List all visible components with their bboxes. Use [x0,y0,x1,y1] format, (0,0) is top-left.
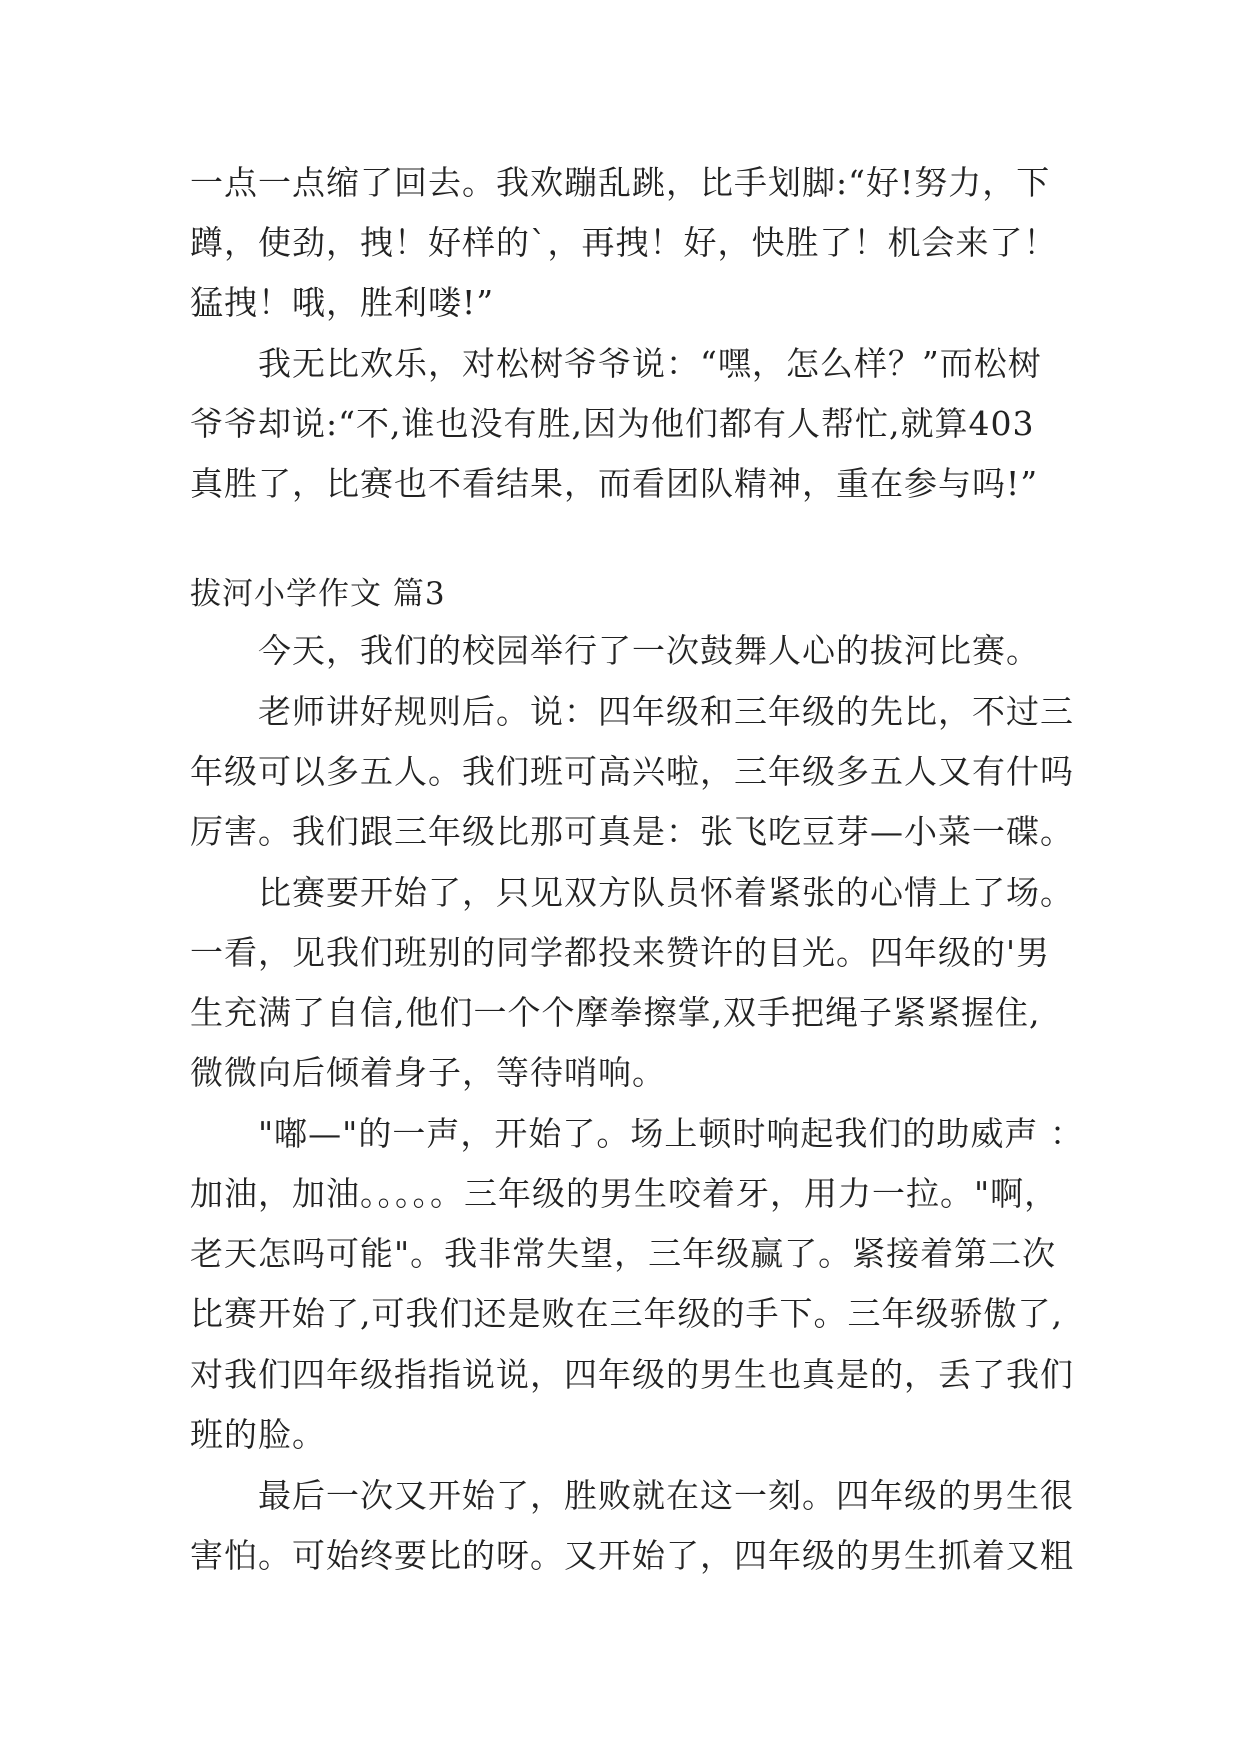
paragraph-line: "嘟—"的一声，开始了。场上顿时响起我们的助威声 ： [190,1114,1084,1153]
paragraph-line: 班的脸。 [190,1415,326,1454]
paragraph-line: 对我们四年级指指说说，四年级的男生也真是的，丢了我们 [190,1355,1074,1394]
paragraph-line: 害怕。可始终要比的呀。又开始了，四年级的男生抓着又粗 [190,1536,1074,1575]
paragraph-line: 最后一次又开始了，胜败就在这一刻。四年级的男生很 [190,1476,1074,1515]
paragraph-line: 爷爷却说:“不,谁也没有胜,因为他们都有人帮忙,就算403 [190,404,1035,443]
paragraph-line: 比赛开始了,可我们还是败在三年级的手下。三年级骄傲了, [190,1294,1063,1333]
section-heading: 拔河小学作文 篇3 [190,576,446,612]
paragraph-line: 加油，加油。。。。。三年级的男生咬着牙，用力一拉。"啊， [190,1174,1059,1213]
paragraph-line: 老师讲好规则后。说：四年级和三年级的先比，不过三 [190,692,1074,731]
paragraph-line: 微微向后倾着身子，等待哨响。 [190,1053,666,1092]
paragraph-line: 今天，我们的校园举行了一次鼓舞人心的拔河比赛。 [190,631,1040,670]
paragraph-line: 比赛要开始了，只见双方队员怀着紧张的心情上了场。 [190,873,1074,912]
paragraph-line: 真胜了，比赛也不看结果，而看团队精神，重在参与吗!” [190,464,1039,503]
paragraph-line: 年级可以多五人。我们班可高兴啦，三年级多五人又有什吗 [190,752,1074,791]
paragraph-line: 生充满了自信,他们一个个摩拳擦掌,双手把绳子紧紧握住, [190,993,1041,1032]
paragraph-line: 老天怎吗可能"。我非常失望，三年级赢了。紧接着第二次 [190,1234,1057,1273]
paragraph-line: 我无比欢乐，对松树爷爷说：“嘿，怎么样？”而松树 [190,344,1042,383]
paragraph-line: 一看，见我们班别的同学都投来赞许的目光。四年级的'男 [190,933,1051,972]
paragraph-line: 蹲，使劲，拽！好样的`，再拽！好，快胜了！机会来了！ [190,223,1058,262]
paragraph-line: 猛拽！哦，胜利喽!” [190,283,495,322]
paragraph-line: 一点一点缩了回去。我欢蹦乱跳，比手划脚:“好!努力，下 [190,163,1051,202]
paragraph-line: 厉害。我们跟三年级比那可真是：张飞吃豆芽—小菜一碟。 [190,812,1074,851]
